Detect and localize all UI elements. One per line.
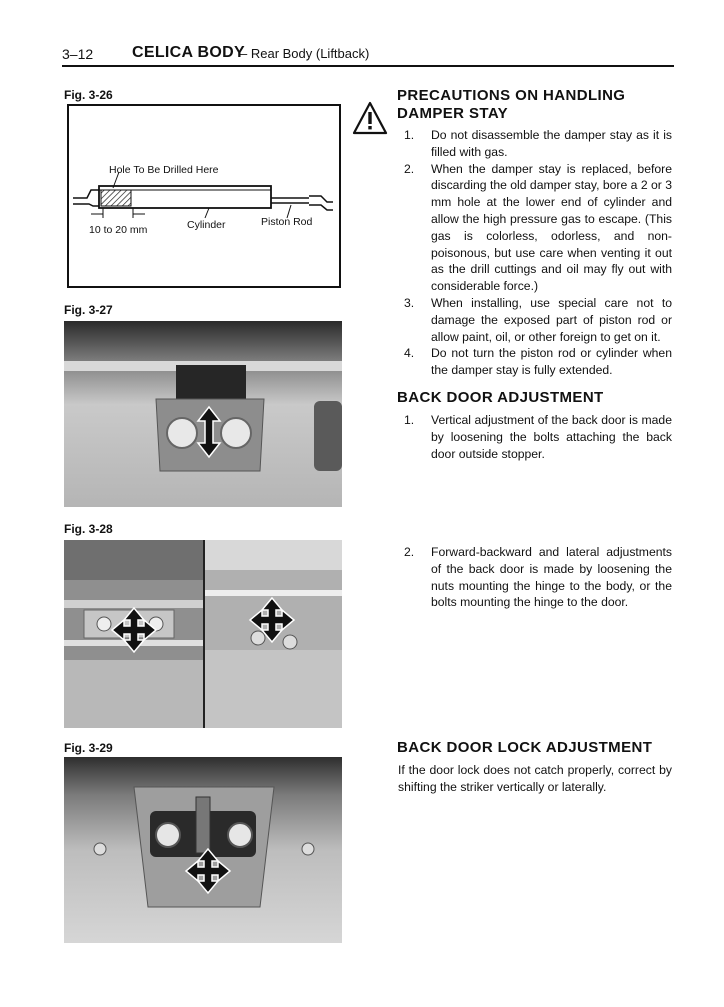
hole-callout: Hole To Be Drilled Here — [109, 164, 219, 176]
manual-title: CELICA BODY — [132, 44, 245, 61]
header-rule — [62, 65, 674, 67]
adjustment-step-1 — [398, 412, 672, 462]
piston-rod-callout: Piston Rod — [261, 216, 313, 228]
fig-3-27-label: Fig. 3-27 — [64, 303, 113, 317]
precautions-heading-line2: DAMPER STAY — [397, 105, 509, 122]
adjustment-item — [398, 412, 672, 462]
item-text: When the damper stay is replaced, before discarding the old damper stay, bore a 2 or 3 mm hole at the lower end of cylinder and allow the high pressure gas to escape. (This gas is colorless, odorless, and non-poisonous, but use care when venting it out as the drill cuttings and oil may fly out with considerable force.) — [431, 161, 672, 294]
back-door-adjustment-heading: BACK DOOR ADJUSTMENT — [397, 389, 604, 406]
damper-stay-drawing — [69, 106, 339, 286]
fig-3-29-label: Fig. 3-29 — [64, 741, 113, 755]
lock-adjustment-heading: BACK DOOR LOCK ADJUSTMENT — [397, 739, 653, 756]
adjustment-item — [398, 544, 672, 611]
page-number: 3–12 — [62, 46, 94, 62]
item-number: 3. — [404, 295, 415, 310]
item-number: 1. — [404, 413, 415, 427]
item-text: When installing, use special care not to damage the exposed part of piston rod or allow paint, oil, or other foreign to get on it. — [431, 295, 672, 344]
precaution-item — [398, 295, 672, 345]
precaution-item — [398, 127, 672, 161]
item-number: 2. — [404, 161, 415, 176]
precautions-heading-line1: PRECAUTIONS ON HANDLING — [397, 87, 626, 104]
page-header — [62, 44, 674, 66]
item-text: Forward-backward and lateral adjustments of the back door is made by loosening the nuts mounting the hinge to the body, or the bolts mounting the hinge to the door. — [431, 545, 672, 610]
precaution-item — [398, 345, 672, 379]
item-text: Do not turn the piston rod or cylinder when the damper stay is fully extended. — [431, 346, 672, 378]
adjustment-step-2 — [398, 544, 672, 611]
hinge-adjustment-photo — [64, 540, 342, 728]
striker-adjustment-photo — [64, 757, 342, 943]
cylinder-callout: Cylinder — [187, 219, 226, 231]
damper-stay-diagram — [67, 104, 341, 288]
item-text: Do not disassemble the damper stay as it is filled with gas. — [431, 128, 672, 159]
back-door-stopper-photo — [64, 321, 342, 507]
item-text: Vertical adjustment of the back door is made by loosening the bolts attaching the back door outside stopper. — [431, 413, 672, 461]
precaution-item — [398, 161, 672, 295]
precautions-heading — [397, 87, 677, 123]
fig-3-26-label: Fig. 3-26 — [64, 88, 113, 102]
precautions-list — [398, 127, 672, 379]
lock-adjustment-text: If the door lock does not catch properly, correct by shifting the striker vertically or laterally. — [398, 763, 672, 794]
section-subtitle: – Rear Body (Liftback) — [240, 46, 370, 61]
warning-triangle-icon — [352, 101, 388, 135]
item-number: 4. — [404, 346, 415, 361]
fig-3-28-label: Fig. 3-28 — [64, 522, 113, 536]
item-number: 2. — [404, 545, 415, 559]
item-number: 1. — [404, 128, 415, 142]
distance-callout: 10 to 20 mm — [89, 224, 148, 236]
